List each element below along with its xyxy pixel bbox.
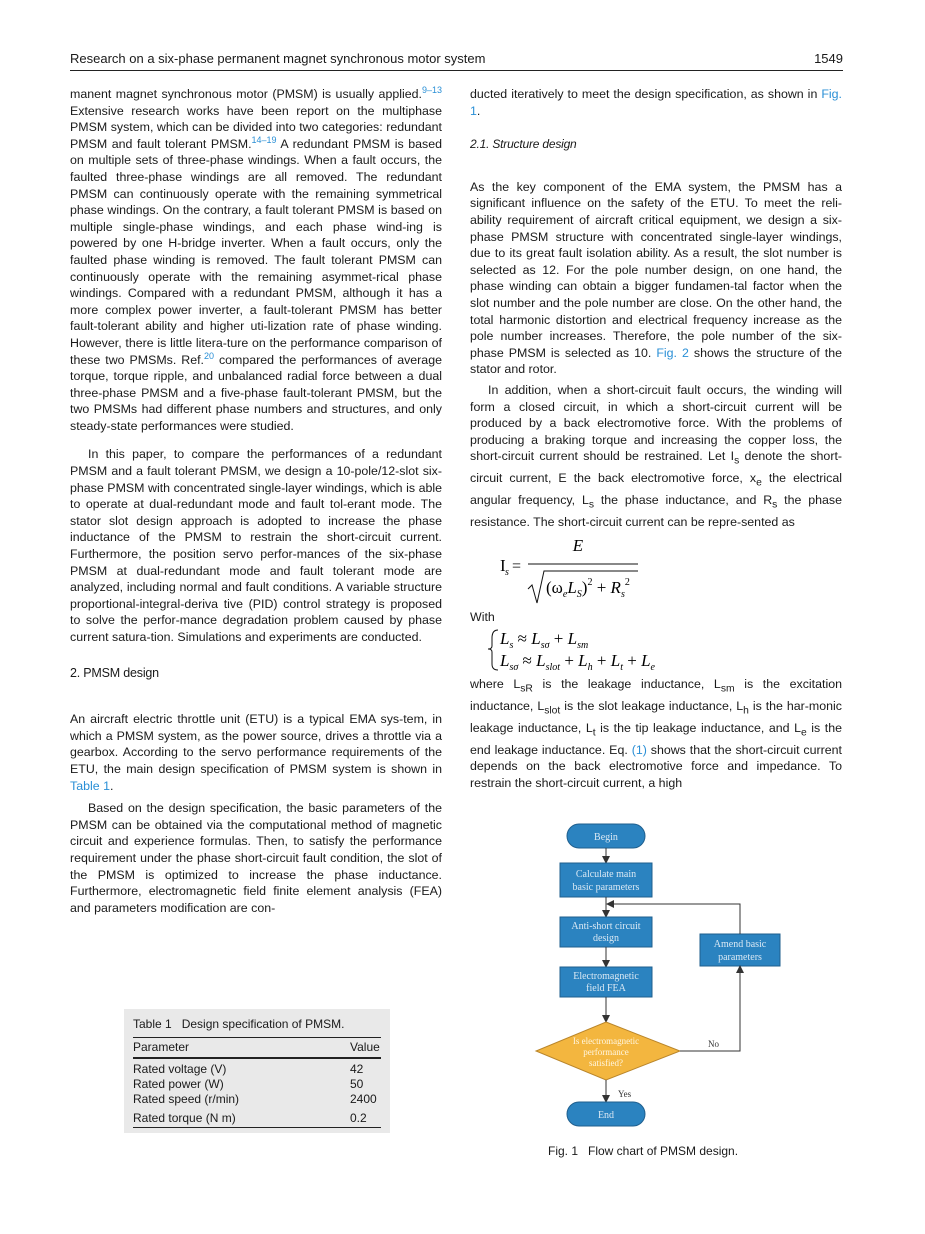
flowchart <box>530 820 790 1130</box>
table-cell: Rated power (W) <box>133 1077 224 1091</box>
equation-svg <box>470 531 670 609</box>
svg-text:basic parameters: basic parameters <box>572 882 640 893</box>
svg-text:parameters: parameters <box>718 952 762 963</box>
svg-text:=: = <box>512 558 522 576</box>
table-link[interactable]: Table 1 <box>70 778 110 793</box>
running-header <box>70 50 843 71</box>
paragraph-this-paper: In this paper, to compare the performances of a redundant PMSM and a fault tolerant PMSM, we design a 10-pole/12-slot six-phase PMSM with concentrated single-layer windings, which is able to operate at dual-redundant mode and fault tol-erant mode. The stator slot design approach is adopted to increase the phase inductance of the PMSM to restrain the short-circuit current. Furthermore, the position servo perfor-mances of the six-phase PMSM at dual-redundant mode and fault tolerant mode are analyzed, including normal and fault conditions. A variable structure proportional-integral-deriva tive (PID) control strategy is proposed to solve the perfor-mance degradation problem caused by phase current satura-tion. Simulations and experiments are conducted. <box>70 447 442 644</box>
table-1 <box>124 1009 390 1133</box>
figure-caption: Fig. 1 Flow chart of PMSM design. <box>548 1144 739 1158</box>
paragraph-structure: As the key component of the EMA system, the PMSM has a significant influence on the safety of the ETU. To meet the reli-ability requirement of aircraft critical equipment, we design a six-phase PMSM structure with concentrated single-layer windings, due to its great fault isolation ability. As a result, the slot number is selected as 12. For the pole number design, on one hand, the phase winding can obtain a bigger fundamen-tal factor when the slot number and the pole number are close. On the other hand, the total harmonic distortion and electrical frequency increase as the pole number increases. Therefore, the pole number of the six-phase PMSM is selected as 10. Fig. 2 shows the structure of the stator and rotor. <box>470 179 842 377</box>
svg-text:Calculate main: Calculate main <box>575 869 637 880</box>
reference-link[interactable]: 9–13 <box>421 84 442 95</box>
svg-text:satisfied?: satisfied? <box>589 1058 623 1068</box>
svg-text:performance: performance <box>583 1047 629 1057</box>
equation-lhs: I <box>500 556 506 576</box>
svg-text:Lsσ ≈ Lslot + Lh + Lt + Le: $L_{s\sigma} \approx L_{slot} + L_h + L_t + L_e$ <box>500 650 655 672</box>
table-rule-header <box>133 1057 381 1059</box>
table-caption: Table 1 Design specification of PMSM. <box>133 1017 345 1031</box>
paragraph-basic-parameters: Based on the design specification, the basic parameters of the PMSM can be obtained via the computational method of magnetic circuit and experience formulas. Then, to satisfy the performance requirement under the phase short-circuit fault condition, the slot of the PMSM is optimized to increase the phase inductance. Furthermore, electromagnetic field finite element analysis (FEA) and parameters modification are con- <box>70 801 442 915</box>
paragraph-continued: ducted iteratively to meet the design specification, as shown in Fig. 1. <box>470 87 842 118</box>
svg-text:field FEA: field FEA <box>586 983 626 994</box>
paragraph-etu: An aircraft electric throttle unit (ETU) is a typical EMA sys-tem, in which a PMSM system, as the power source, drives a throttle via a gearbox. According to the servo performance requirements of the ETU, the main design specification of PMSM system is shown in Table 1. <box>70 712 442 793</box>
svg-text:Amend basic: Amend basic <box>713 939 767 950</box>
table-label: Table 1 <box>133 1017 172 1031</box>
svg-text:End: End <box>597 1110 615 1121</box>
paragraph-leakage: where $L_{sR}$ is the leakage inductance, $L_{sm}$ is the excitation inductance, $L_{slot}$ is the slot leakage inductance, $L_h$ is the har-monic leakage inductance, $L_t$ is the tip leakage inductance, and $L_e$ is the end leakage inductance. Eq. (1) shows that the short-circuit current depends on the back electromotive force and impedance. To restrain the short-circuit current, a high <box>470 676 842 791</box>
reference-link[interactable]: 20 <box>204 350 215 361</box>
svg-text:Is electromagnetic: Is electromagnetic <box>572 1036 640 1046</box>
figure-link[interactable]: Fig. 1 <box>470 87 842 118</box>
svg-text:s: s <box>505 567 509 579</box>
figure-label: Fig. 1 <box>548 1144 579 1158</box>
table-header-parameter: Parameter <box>133 1040 190 1054</box>
table-rule-bottom <box>133 1127 381 1128</box>
svg-text:Begin: Begin <box>594 832 618 843</box>
svg-text:(ωeLS)2 + Rs2: $(\omega_eL_S)^2 + R_s^2$ <box>546 577 630 601</box>
with-label: With <box>470 610 495 625</box>
svg-text:Ls ≈ Lsσ + Lsm: $L_s \approx L_{s\sigma} + L_{sm}$ <box>500 628 589 651</box>
svg-text:No: No <box>708 1039 719 1049</box>
paragraph-intro: manent magnet synchronous motor (PMSM) is usually applied.$^{9-13}$ Extensive research works have been report on the multiphase PMSM system, which can be divided into two categories: redundant PMSM and fault tolerant PMSM.$^{14-19}$ A redundant PMSM is based on multiple sets of three-phase windings. When a fault occurs, the faulted three-phase windings are all removed. The redundant PMSM can continuously operate with the remaining symmetrical phase windings. On the contrary, a fault tolerant PMSM is based on multiple single-phase windings, and each phase wind-ing is powered by one H-bridge inverter. When a fault occurs, only the faulted phase winding is removed. The fault tolerant PMSM can continuously operate with the remaining asymmet-rical phase windings. Compared with a redundant PMSM, although it has a more complex power inverter, a fault-tolerant PMSM has better fault-tolerant ability and higher uti-lization rate of phase winding. However, there is little litera-ture on the performance comparison of these two PMSMs. Ref.$^{20}$ compared the performances of average torque, torque ripple, and unbalanced radial force between a dual three-phase PMSM and a five-phase fault-tolerant PMSM, but the two PMSMs had different phase numbers and structures, and only steady-state performances were studied. <box>70 84 443 433</box>
equation-short-circuit <box>470 531 842 609</box>
equation-numerator: E <box>572 536 584 556</box>
table-cell: 0.2 <box>350 1111 367 1125</box>
figure-link[interactable]: Fig. 2 <box>656 345 689 360</box>
section-heading: 2. PMSM design <box>70 665 159 680</box>
table-rule-top <box>133 1037 381 1038</box>
svg-text:Yes: Yes <box>618 1089 632 1099</box>
equation-link[interactable]: (1) <box>631 742 647 757</box>
svg-text:Electromagnetic: Electromagnetic <box>573 971 639 982</box>
svg-text:Anti-short circuit: Anti-short circuit <box>571 921 641 932</box>
page-number: 1549 <box>814 51 843 66</box>
table-cell: Rated voltage (V) <box>133 1062 227 1076</box>
table-cell: Rated speed (r/min) <box>133 1092 240 1106</box>
left-column <box>70 86 442 916</box>
table-cell: 42 <box>350 1062 364 1076</box>
equation-inductance <box>470 626 842 672</box>
paragraph-short-circuit: In addition, when a short-circuit fault occurs, the winding will form a closed circuit, in which a short-circuit current will be produced by a back electromotive force. With the problems of producing a braking torque and increasing the copper loss, the short-circuit current should be restrained. Let $I_s$ denote the short-circuit current, E the back electromotive force, $x_e$ the electrical angular frequency, $L_s$ the phase inductance, and $R_s$ the phase resistance. The short-circuit current can be repre-sented as <box>470 382 843 530</box>
table-cell: 50 <box>350 1077 364 1091</box>
reference-link[interactable]: 14–19 <box>251 134 277 145</box>
equation-inductance-svg <box>470 626 690 672</box>
table-cell: Rated torque (N m) <box>133 1111 236 1125</box>
table-cell: 2400 <box>350 1092 377 1106</box>
subsection-heading: 2.1. Structure design <box>470 137 577 152</box>
running-title: Research on a six-phase permanent magnet synchronous motor system <box>70 51 486 66</box>
right-column <box>470 86 842 792</box>
table-header-value: Value <box>350 1040 380 1054</box>
svg-text:design: design <box>592 933 620 944</box>
